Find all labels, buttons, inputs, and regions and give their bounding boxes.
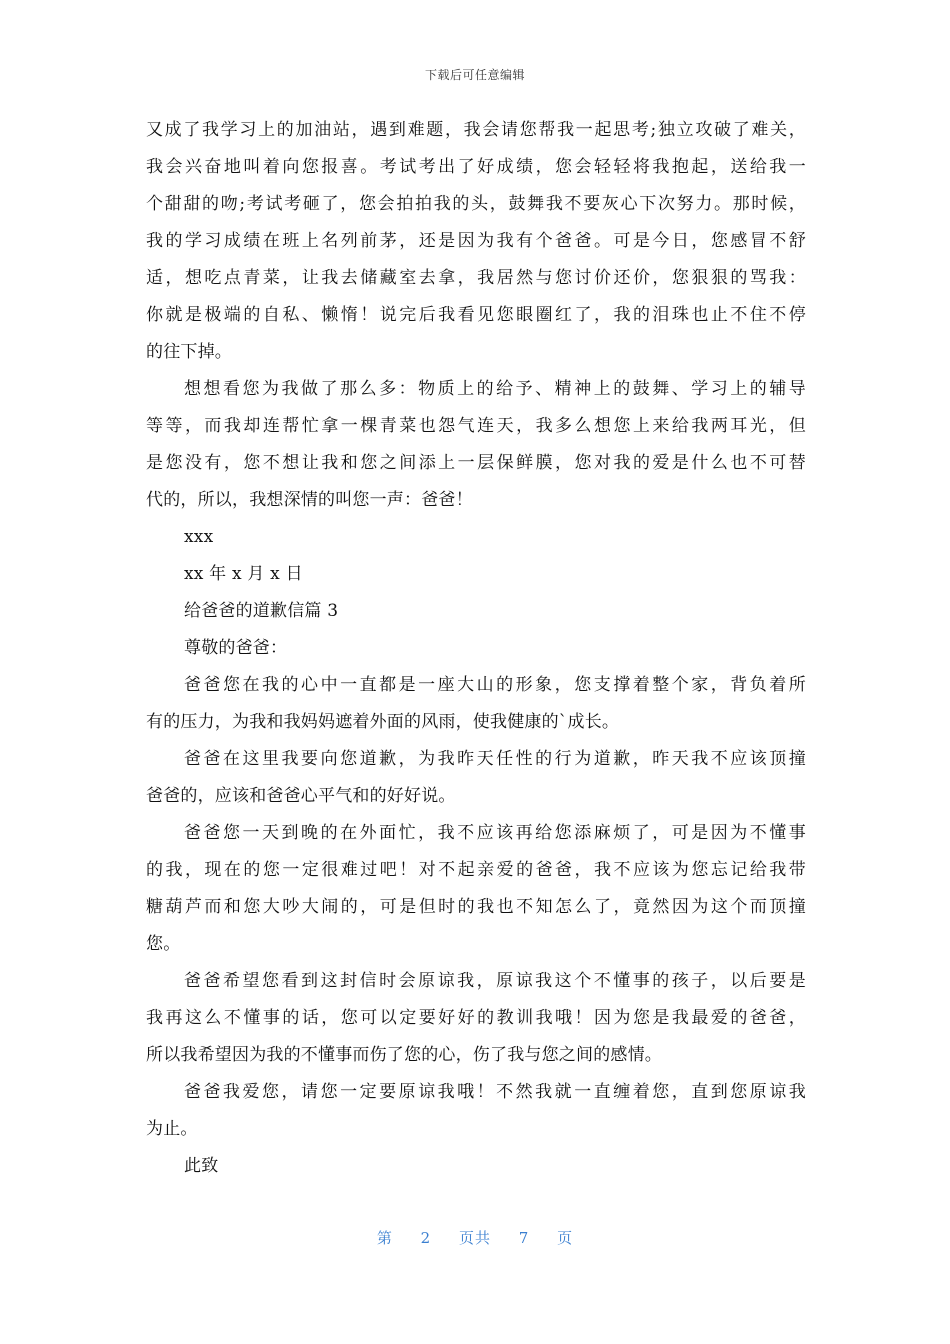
text-line: 代的，所以，我想深情的叫您一声：爸爸！: [146, 490, 473, 510]
text-line: 又成了我学习上的加油站，遇到难题，我会请您帮我一起思考;独立攻破了难关，: [146, 120, 806, 140]
text-line: 我的学习成绩在班上名列前茅，还是因为我有个爸爸。可是今日，您感冒不舒: [146, 231, 806, 251]
text-line: 此致: [184, 1156, 219, 1176]
text-line: 你就是极端的自私、懒惰！说完后我看见您眼圈红了，我的泪珠也止不住不停: [146, 305, 806, 325]
text-line: 尊敬的爸爸：: [184, 638, 288, 658]
text-line: 的我，现在的您一定很难过吧！对不起亲爱的爸爸，我不应该为您忘记给我带: [146, 860, 806, 880]
page-footer: [0, 1227, 950, 1248]
text-line: 有的压力，为我和我妈妈遮着外面的风雨，使我健康的`成长。: [146, 712, 620, 732]
text-line: 爸爸希望您看到这封信时会原谅我，原谅我这个不懂事的孩子，以后要是: [184, 971, 806, 991]
text-line: 爸爸您在我的心中一直都是一座大山的形象，您支撑着整个家，背负着所: [184, 675, 806, 695]
text-line: 适，想吃点青菜，让我去储藏室去拿，我居然与您讨价还价，您狠狠的骂我：: [146, 268, 806, 288]
text-line: 为止。: [146, 1119, 198, 1139]
text-line: 的往下掉。: [146, 342, 232, 362]
text-line: 所以我希望因为我的不懂事而伤了您的心，伤了我与您之间的感情。: [146, 1045, 662, 1065]
footer-current-page: 2: [420, 1229, 432, 1247]
text-line: xx 年 x 月 x 日: [184, 564, 303, 584]
text-line: 我再这么不懂事的话，您可以定要好好的教训我哦！因为您是我最爱的爸爸，: [146, 1008, 806, 1028]
text-line: 个甜甜的吻;考试考砸了，您会拍拍我的头，鼓舞我不要灰心下次努力。那时候，: [146, 194, 806, 214]
footer-total-pages: 7: [518, 1229, 530, 1247]
text-line: 我会兴奋地叫着向您报喜。考试考出了好成绩，您会轻轻将我抱起，送给我一: [146, 157, 806, 177]
footer-middle: 页共: [458, 1229, 491, 1247]
text-line: 等等，而我却连帮忙拿一棵青菜也怨气连天，我多么想您上来给我两耳光，但: [146, 416, 806, 436]
text-line: 爸爸的，应该和爸爸心平气和的好好说。: [146, 786, 456, 806]
text-line: 爸爸在这里我要向您道歉，为我昨天任性的行为道歉，昨天我不应该顶撞: [184, 749, 806, 769]
footer-prefix: 第: [376, 1229, 393, 1247]
text-line: 爸爸我爱您，请您一定要原谅我哦！不然我就一直缠着您，直到您原谅我: [184, 1082, 806, 1102]
text-line: 您。: [146, 934, 181, 954]
text-line: 给爸爸的道歉信篇 3: [184, 601, 339, 621]
letter-body: [146, 112, 806, 1185]
text-line: 想想看您为我做了那么多：物质上的给予、精神上的鼓舞、学习上的辅导: [184, 379, 806, 399]
text-line: xxx: [184, 527, 214, 547]
page-header: 下载后可任意编辑: [424, 68, 525, 82]
footer-suffix: 页: [557, 1229, 574, 1247]
text-line: 糖葫芦而和您大吵大闹的，可是但时的我也不知怎么了，竟然因为这个而顶撞: [146, 897, 806, 917]
text-line: 是您没有，您不想让我和您之间添上一层保鲜膜，您对我的爱是什么也不可替: [146, 453, 806, 473]
text-line: 爸爸您一天到晚的在外面忙，我不应该再给您添麻烦了，可是因为不懂事: [184, 823, 806, 843]
